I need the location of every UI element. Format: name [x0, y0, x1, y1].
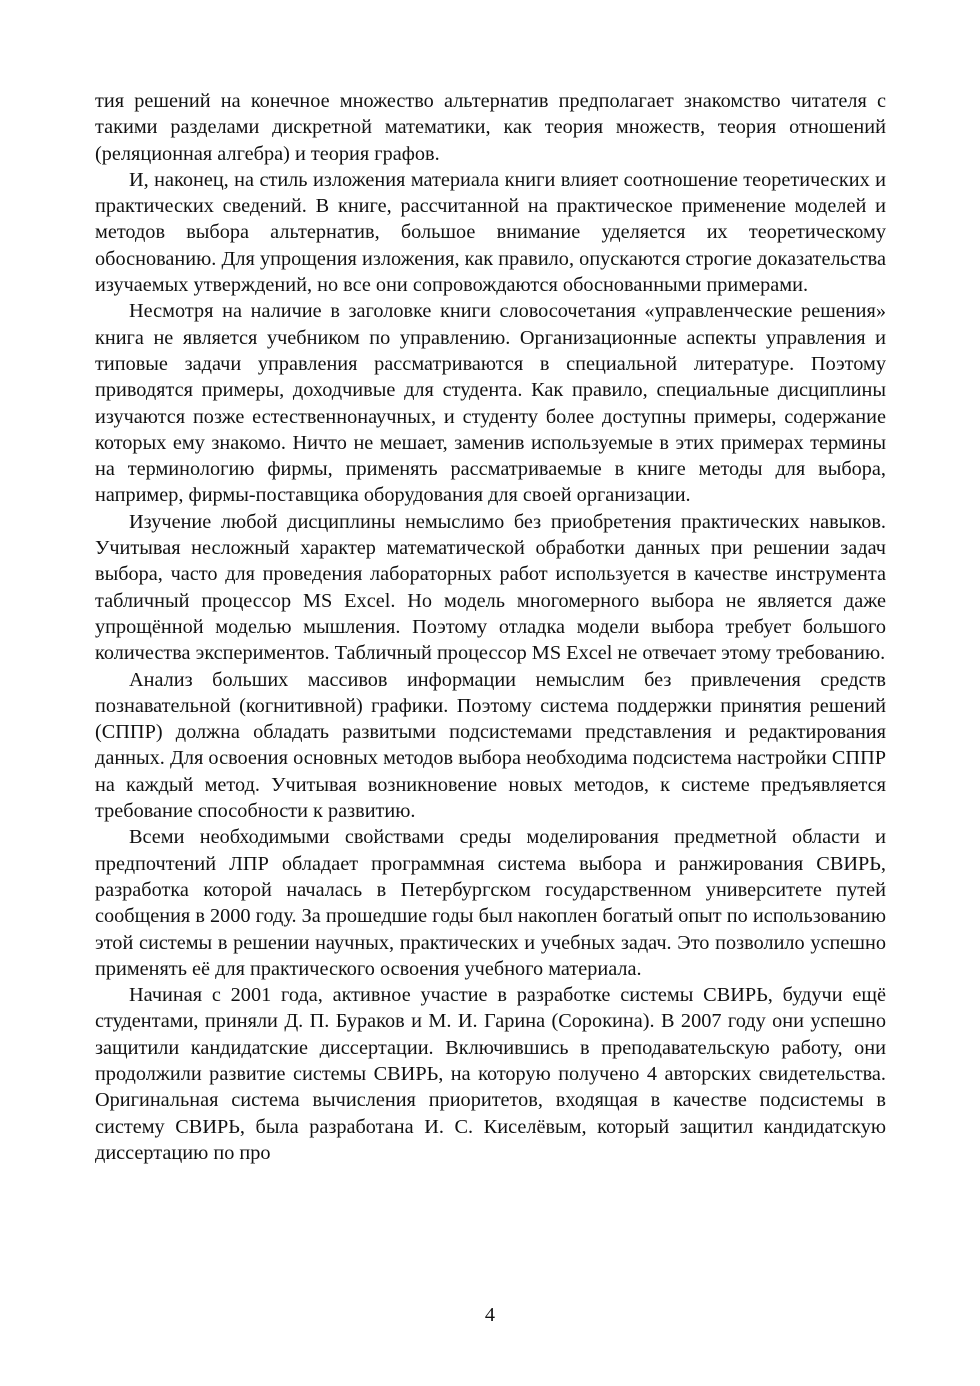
paragraph-1: тия решений на конечное множество альтернатив предполагает знакомство читателя с такими разделами дискретной математики, как теория множеств, теория отношений (реляционная алгебра) и теория графов.: [95, 90, 886, 165]
paragraph-4: Изучение любой дисциплины немыслимо без приобретения практических навыков. Учитывая несложный характер математической обработки данных при решении задач выбора, часто для проведения лабораторных работ используется в качестве инструмента табличный процессор MS Excel. Но модель многомерного выбора не является даже упрощённой моделью мышления. Поэтому отладка модели выбора требует большого количества экспериментов. Табличный процессор MS Excel не отвечает этому требованию.: [95, 510, 886, 665]
paragraph-7: Начиная с 2001 года, активное участие в разработке системы СВИРЬ, будучи ещё студентами, приняли Д. П. Бураков и М. И. Гарина (Сорокина). В 2007 году они успешно защитили кандидатские диссертации. Включившись в преподавательскую работу, они продолжили развитие системы СВИРЬ, на которую получено 4 авторских свидетельства. Оригинальная система вычисления приоритетов, входящая в качестве подсистемы в систему СВИРЬ, была разработана И. С. Киселёвым, который защитил кандидатскую диссертацию по про: [95, 984, 886, 1164]
paragraph-5: Анализ больших массивов информации немыслим без привлечения средств познавательной (когнитивной) графики. Поэтому система поддержки принятия решений (СППР) должна обладать развитыми подсистемами представления и редактирования данных. Для освоения основных методов выбора необходима подсистема настройки СППР на каждый метод. Учитывая возникновение новых методов, к системе предъявляется требование способности к развитию.: [95, 668, 886, 823]
paragraph-6: Всеми необходимыми свойствами среды моделирования предметной области и предпочтений ЛПР обладает программная система выбора и ранжирования СВИРЬ, разработка которой началась в Петербургском государственном университете путей сообщения в 2000 году. За прошедшие годы был накоплен богатый опыт по использованию этой системы в решении научных, практических и учебных задач. Это позволило успешно применять её для практического освоения учебного материала.: [95, 826, 886, 980]
page-body: [95, 88, 886, 1166]
paragraph-3: Несмотря на наличие в заголовке книги словосочетания «управленческие решения» книга не является учебником по управлению. Организационные аспекты управления и типовые задачи управления рассматриваются в специальной литературе. Поэтому приводятся примеры, доходчивые для студента. Как правило, специальные дисциплины изучаются позже естественнонаучных, и студенту более доступны примеры, содержание которых ему знакомо. Ничто не мешает, заменив используемые в этих примерах термины на терминологию фирмы, применять рассматриваемые в книге методы для выбора, например, фирмы-поставщика оборудования для своей организации.: [95, 300, 886, 507]
paragraph-2: И, наконец, на стиль изложения материала книги влияет соотношение теоретических и практических сведений. В книге, рассчитанной на практическое применение моделей и методов выбора альтернатив, большое внимание уделяется их теоретическому обоснованию. Для упрощения изложения, как правило, опускаются строгие доказательства изучаемых утверждений, но все они сопровождаются обоснованными примерами.: [95, 168, 886, 297]
page-number: 4: [484, 1304, 496, 1326]
